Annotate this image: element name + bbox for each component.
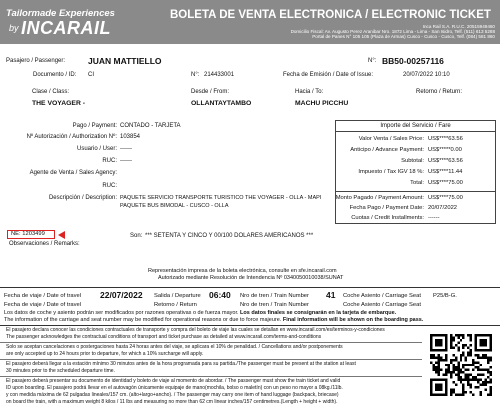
ruc-value: ------ [120,158,132,164]
from-label: Desde / From: [191,89,230,95]
company-info: Inca Rail S.A. R.U.C. 20515949460 [422,24,495,29]
description-line-2: PAQUETE BUS BIMODAL - CUSCO - OLLA [120,203,229,209]
fare-row: Total: US$****75.00 [410,180,463,186]
term-line: on board the train, with a maximum weight 8 kilos / 11 lbs and measuring no more than 62 cm linear inches/157 centimetres.(Length + height + width). [6,399,338,405]
term-divider [0,376,422,377]
term-line: ID upon boarding. El pasajero podrá llevar en el autovagón únicamente equipaje de mano(mochila, bolso o maletín) con un peso no mayor a 08kg./11lb. [6,385,343,391]
to-label: Hacia / To: [295,89,324,95]
fare-row: Anticipo / Advance Payment: US$*****0.00 [350,147,462,153]
remarks-label: Observaciones / Remarks: [9,241,80,247]
ruc-label: RUC: [102,158,117,164]
travel-date: 22/07/2022 [100,290,143,300]
payment-row: Fecha Pago / Payment Date: 20/07/2022 [349,205,458,211]
payment-label: Pago / Payment: [72,123,117,129]
fare-box [335,120,496,224]
representation-line-2: Autorizado mediante Resolución de Intendencia Nº 0340050010038/SUNAT [158,275,344,281]
term-divider [0,342,422,343]
id-type: CI [88,72,94,78]
sales-agency-label: Agente de Venta / Sales Agency: [29,170,117,176]
notice-en: The information of the carriage and seat number may be modified for operational reasons or due to force majeure. Final information will be shown on the boarding pass. [4,317,424,323]
agency-ruc-label: RUC: [102,183,117,189]
term-line: El pasajero declara conocer las condiciones contractuales de transporte y compra del boleto de viaje las cuales se detallan en www.incarail.com/es/terminos-y-condiciones [6,327,385,333]
travel-date-label: Fecha de viaje / Date of travel [4,293,82,299]
return-carriage-label: Coche Asiento / Carriage Seat [343,302,421,308]
qr-code [430,334,492,396]
notice-es: Los datos de coche y asiento podrán ser modificados por razones operativas o de fuerza mayor. Los datos finales se consignarán en la tarjeta de embarque. [4,310,397,316]
payment-value: CONTADO - TARJETA [120,123,181,129]
description-line-1: PAQUETE SERVICIO TRANSPORTE TURISTICO THE VOYAGER - OLLA - MAPI [120,195,322,201]
return-date-label: Fecha de viaje / Date of travel [4,302,82,308]
ticket-number: BB50-00257116 [382,56,444,66]
amount-words: *** SETENTA Y CINCO Y 00/100 DOLARES AMERICANOS *** [145,233,314,239]
class-label: Clase / Class: [32,89,70,95]
term-line: y con medida máxima de 62 pulgadas lineales/157 cm. (alto+largo+ancho). / The passenger may carry one item of hand luggage (backpack, briecase) [6,392,339,398]
document-title: BOLETA DE VENTA ELECTRONICA / ELECTRONIC TICKET [170,9,491,21]
passenger-label: Pasajero / Passenger: [6,58,66,64]
departure-label: Salida / Departure [154,293,201,299]
return-label: Retorno / Return: [416,89,463,95]
id-label: Documento / ID: [33,72,77,78]
fare-row: Impuesto / Tax IGV 18 %: US$****11.44 [358,169,463,175]
fare-box-title: Importe del Servicio / Fare [336,121,495,132]
issue-date: 20/07/2022 10:10 [403,72,450,78]
authorization-value: 103854 [120,134,141,140]
user-label: Usuario / User: [76,146,117,152]
term-line: are only accepted up to 24 hours prior to departure, for which a 10% surcharge will apply. [6,351,204,357]
fare-row: Subtotal: US$****63.56 [401,158,463,164]
from-value: OLLANTAYTAMBO [191,100,252,107]
issue-date-label: Fecha de Emisión / Date of Issue: [283,72,374,78]
brand-tagline: Tailormade Experiences [6,8,115,19]
train-number-label: Nro de tren / Train Number [240,293,309,299]
representation-line-1: Representación impresa de la boleta electrónica, consulte en sfe.incarail.com [148,268,337,274]
carriage-seat: P25/B-G. [433,293,457,299]
description-label: Descripción / Description: [48,195,117,201]
ticket-number-label: N°: [368,58,377,64]
return-label-2: Retorno / Return [154,302,197,308]
return-train-label: Nro de tren / Train Number [240,302,309,308]
train-number: 41 [326,290,336,300]
ne-number: NE: 1203499 [7,230,55,239]
term-divider [0,359,422,360]
brand-logo: INCARAIL [21,18,111,38]
ticket-header [0,0,500,44]
term-line: El pasajero deberá llegar a la estación mínimo 30 minutos antes de la hora programada para su partida./The passenger must be present at the station at least [6,361,356,367]
fare-row: Valor Venta / Sales Price: US$****63.56 [358,136,463,142]
fare-divider [336,191,495,192]
arrow-left-icon [58,231,65,239]
term-line: 30 minutes prior to the scheduled departure time. [6,368,115,374]
carriage-seat-label: Coche Asiento / Carriage Seat [343,293,421,299]
to-value: MACHU PICCHU [295,100,349,107]
id-number-label: N°: [191,72,200,78]
departure-time: 06:40 [209,290,231,300]
brand-by: by [9,23,19,33]
term-line: Solo se aceptan cancelaciones o postergaciones hasta 24 horas antes del viaje, se aplicara el 10% de penalidad. / Cancellations and/or postponements [6,344,343,350]
user-value: ------ [120,146,132,152]
payment-row: Cuotas / Credit Installments: ------ [351,215,440,221]
divider [0,287,500,288]
id-number: 214433001 [204,72,235,78]
amount-words-label: Son: [130,233,143,239]
authorization-label: Nº Autorización / Authorization Nº: [26,134,117,140]
term-line: El pasajero deberá presentar su documento de identidad y boleto de viaje al momento de abordar. / The passenger must show the train ticket and valid [6,378,341,384]
term-line: The passenger acknowledges the contractual conditions of transport and ticket purchase as detailed at www.incarail.com/terms-and-conditions [6,334,322,340]
company-branch: Portal de Panes N° 105 105 (Plaza de Armas) Cusco - Cusco - Cusco, Telf. (084) 581 860 [312,34,495,39]
company-address: Domicilio Fiscal: Av. Augusto Perez Aranibar Nro. 1872 Lima - Lima - San Isidro, Telf. (511) 613 5288 [290,29,495,34]
payment-row: Monto Pagado / Payment Amount: US$****75.00 [335,195,463,201]
terms-section [0,325,422,416]
class-value: THE VOYAGER - [32,100,86,107]
passenger-name: JUAN MATTIELLO [88,56,162,66]
